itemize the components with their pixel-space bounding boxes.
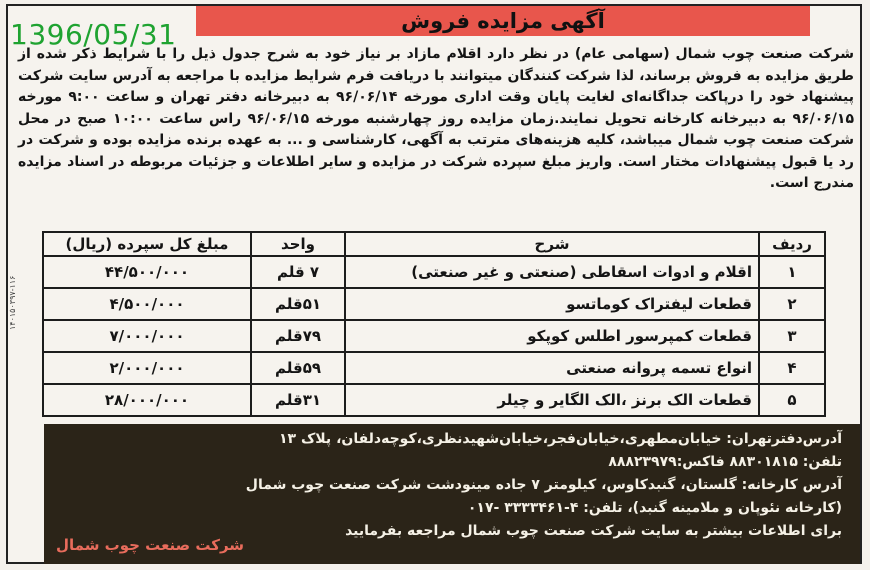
- row-unit: ۷۹قلم: [251, 320, 345, 352]
- header-description: شرح: [345, 232, 759, 256]
- tehran-phone: تلفن: ۸۸۳۰۱۸۱۵ فاکس:۸۸۸۲۳۹۷۹: [608, 454, 842, 470]
- row-number: ۱: [759, 256, 825, 288]
- row-deposit-amount: ۴۴/۵۰۰/۰۰۰: [43, 256, 251, 288]
- row-number: ۴: [759, 352, 825, 384]
- header-row-number: ردیف: [759, 232, 825, 256]
- table-row: [43, 256, 825, 288]
- row-description: قطعات لیفتراک کوماتسو: [345, 288, 759, 320]
- row-number: ۵: [759, 384, 825, 416]
- table-row: [43, 288, 825, 320]
- date-stamp: 1396/05/31: [10, 18, 177, 51]
- row-description: انواع تسمه پروانه صنعتی: [345, 352, 759, 384]
- row-deposit-amount: ۲۸/۰۰۰/۰۰۰: [43, 384, 251, 416]
- factory-phone: (کارخانه نئوپان و ملامینه گنبد)، تلفن: ۴-۳۳۳۳۴۶۱ -۰۱۷: [467, 500, 842, 516]
- ad-title: آگهی مزایده فروش: [401, 9, 605, 33]
- row-unit: ۵۱قلم: [251, 288, 345, 320]
- header-unit: واحد: [251, 232, 345, 256]
- table-row: [43, 384, 825, 416]
- factory-address: آدرس کارخانه: گلستان، گنبدکاوس، کیلومتر ۷ جاده مینودشت شرکت صنعت چوب شمال: [245, 477, 842, 493]
- contact-details: [222, 428, 842, 543]
- row-description: قطعات الک برنز ،الک الگایر و چیلر: [345, 384, 759, 416]
- tehran-address: آدرس‌دفترتهران: خیابان‌مطهری،خیابان‌فجر،خیابان‌شهیدنظری،کوچه‌دلفان، پلاک ۱۳: [279, 431, 842, 447]
- contact-footer: [44, 424, 860, 564]
- side-reference-code: ۱۴۰۱۵۰۳۹۷-۱۱۶: [8, 275, 17, 330]
- row-deposit-amount: ۴/۵۰۰/۰۰۰: [43, 288, 251, 320]
- row-description: قطعات کمپرسور اطلس کوپکو: [345, 320, 759, 352]
- table-header-row: [43, 232, 825, 256]
- intro-paragraph: شرکت صنعت چوب شمال (سهامی عام) در نظر دارد اقلام مازاد بر نیاز خود به شرح جدول ذیل را با شرایط ذکر شده از طریق مزایده به فروش برساند، لذا شرکت کنندگان میتوانند با دریافت فرم شرایط مزایده با مراجعه به آدرس سایت شرکت پیشنهاد خود را درپاکت جداگانه‌ای لغایت پایان وقت اداری مورخه ۹۶/۰۶/۱۴ به دبیرخانه دفتر تهران و ساعت ۹:۰۰ مورخه ۹۶/۰۶/۱۵ به دبیرخانه کارخانه تحویل نمایند.زمان مزایده روز چهارشنبه مورخه ۹۶/۰۶/۱۵ راس ساعت ۱۰:۰۰ صبح در محل شرکت صنعت چوب شمال میباشد، کلیه هزینه‌های مترتب به آگهی، کارشناسی و ... به عهده برنده مزایده بوده و شرکت در رد یا قبول پیشنهادات مختار است. واریز مبلغ سپرده شرکت در مزایده و سایر اطلاعات و جزئیات مربوطه در اسناد مزایده مندرج است.: [18, 46, 855, 191]
- row-deposit-amount: ۷/۰۰۰/۰۰۰: [43, 320, 251, 352]
- row-number: ۳: [759, 320, 825, 352]
- items-table: [42, 231, 826, 417]
- company-name-badge: شرکت صنعت چوب شمال: [56, 536, 245, 554]
- more-info-note: برای اطلاعات بیشتر به سایت شرکت صنعت چوب شمال مراجعه بفرمایید: [345, 523, 842, 539]
- row-unit: ۵۹قلم: [251, 352, 345, 384]
- table-row: [43, 352, 825, 384]
- row-number: ۲: [759, 288, 825, 320]
- row-deposit-amount: ۲/۰۰۰/۰۰۰: [43, 352, 251, 384]
- row-description: اقلام و ادوات اسقاطی (صنعتی و غیر صنعتی): [345, 256, 759, 288]
- row-unit: ۳۱قلم: [251, 384, 345, 416]
- table-row: [43, 320, 825, 352]
- header-deposit-amount: مبلغ کل سپرده (ریال): [43, 232, 251, 256]
- row-unit: ۷ قلم: [251, 256, 345, 288]
